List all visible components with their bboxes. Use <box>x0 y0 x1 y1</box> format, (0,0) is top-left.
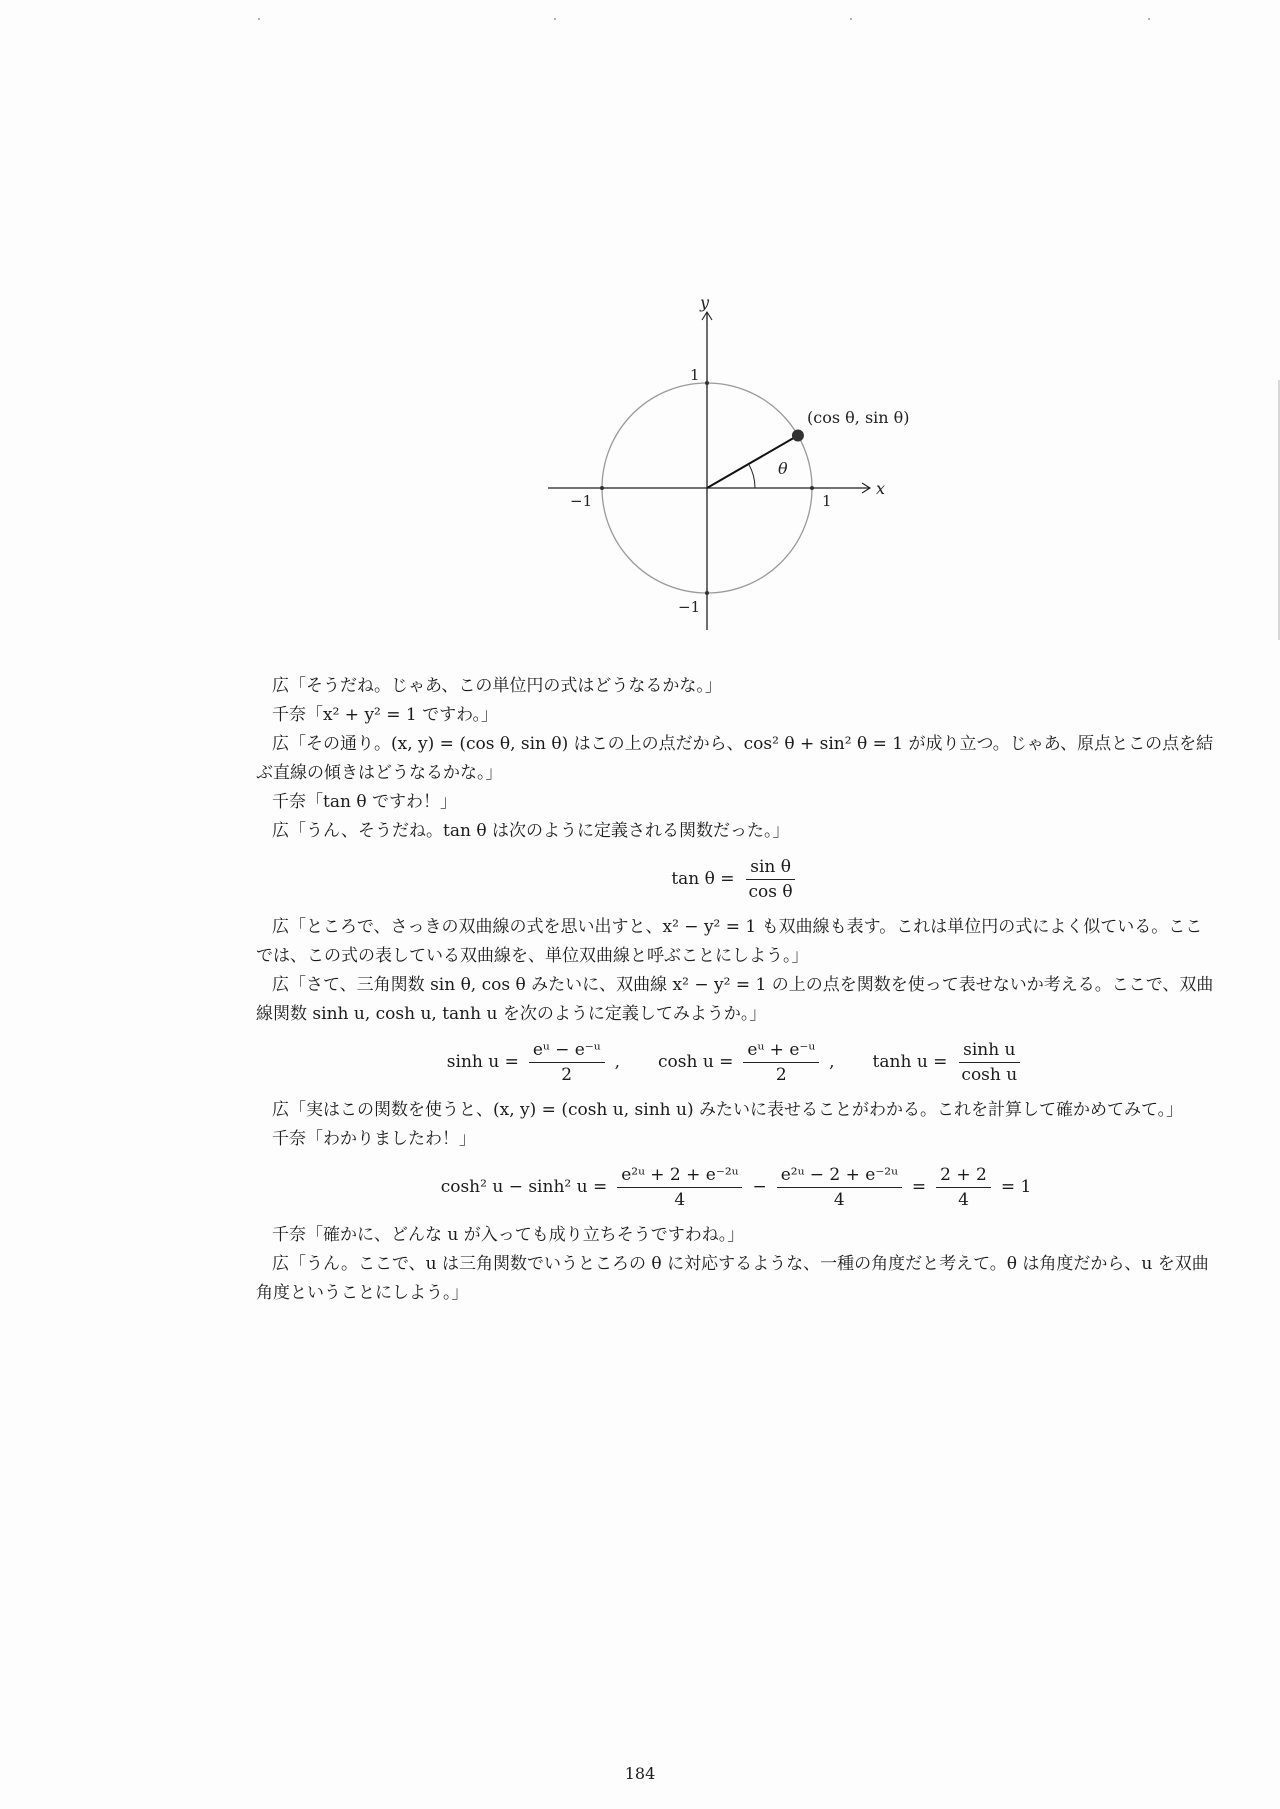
dialogue-line <box>256 817 1216 846</box>
dialogue-line <box>256 701 1216 730</box>
eq-identity-f3-numerator: 2 + 2 <box>936 1164 991 1188</box>
eq-identity-f2-numerator: e²ᵘ − 2 + e⁻²ᵘ <box>777 1164 902 1188</box>
eq-cosh-fraction <box>743 1039 819 1086</box>
speech-text: 「実はこの関数を使うと、(x, y) = (cosh u, sinh u) みたいに表せることがわかる。これを計算して確かめてみて。」 <box>289 1100 1184 1120</box>
speaker-name: 広 <box>272 1254 289 1274</box>
speaker-name: 広 <box>272 821 289 841</box>
equation-identity <box>256 1164 1216 1211</box>
eq-tanh-fraction <box>957 1039 1021 1086</box>
eq-cosh-denominator: 2 <box>775 1065 787 1085</box>
eq-tanh-lhs: tanh u = <box>872 1052 948 1072</box>
tick-label-x-neg: −1 <box>570 492 593 510</box>
speech-text: 「tan θ ですわ！」 <box>306 792 457 812</box>
dialogue-body <box>256 672 1216 1308</box>
dialogue-line <box>256 1250 1216 1308</box>
eq-identity-fraction-2 <box>777 1164 902 1211</box>
tick-dot-y-pos <box>705 381 709 385</box>
dialogue-block-2 <box>256 913 1216 1029</box>
speaker-name: 広 <box>272 676 289 696</box>
eq-identity-equals: = <box>911 1177 927 1197</box>
point-label: (cos θ, sin θ) <box>807 408 910 427</box>
dialogue-line <box>256 788 1216 817</box>
point-on-circle <box>792 430 804 442</box>
tick-dot-x-neg <box>600 486 604 490</box>
eq-identity-lhs: cosh² u − sinh² u = <box>440 1177 608 1197</box>
dialogue-line <box>256 730 1216 788</box>
scan-mark <box>850 18 852 20</box>
speech-text: 「うん。ここで、u は三角関数でいうところの θ に対応するような、一種の角度だと考えて。θ は角度だから、u を双曲角度ということにしよう。」 <box>256 1254 1209 1303</box>
scan-mark <box>554 18 556 20</box>
eq-tanh-numerator: sinh u <box>959 1039 1019 1063</box>
angle-arc <box>749 464 755 488</box>
eq-tan-numerator: sin θ <box>746 856 795 880</box>
tick-label-y-neg: −1 <box>678 598 701 616</box>
page-number: 184 <box>624 1764 656 1783</box>
equation-hyperbolic-defs <box>256 1039 1216 1086</box>
unit-circle-figure <box>530 290 930 650</box>
unit-circle-svg <box>530 290 930 650</box>
angle-label: θ <box>778 459 788 478</box>
speech-text: 「わかりましたわ！」 <box>306 1129 476 1149</box>
eq-identity-f1-numerator: e²ᵘ + 2 + e⁻²ᵘ <box>617 1164 742 1188</box>
tick-dot-x-pos <box>810 486 814 490</box>
tick-label-y-pos: 1 <box>690 366 700 384</box>
dialogue-line <box>256 913 1216 971</box>
scan-mark <box>1148 18 1150 20</box>
eq-sinh-denominator: 2 <box>561 1065 573 1085</box>
scan-mark <box>258 18 260 20</box>
x-axis-label: x <box>876 479 886 498</box>
eq-identity-fraction-3 <box>936 1164 991 1211</box>
eq-sinh-numerator: eᵘ − e⁻ᵘ <box>529 1039 605 1063</box>
speech-text: 「うん、そうだね。tan θ は次のように定義される関数だった。」 <box>289 821 790 841</box>
eq-comma: , <box>614 1052 620 1072</box>
eq-cosh-lhs: cosh u = <box>657 1052 734 1072</box>
speaker-name: 千奈 <box>272 705 306 725</box>
speaker-name: 広 <box>272 975 289 995</box>
speaker-name: 千奈 <box>272 792 306 812</box>
eq-identity-minus: − <box>752 1177 767 1197</box>
eq-tan-lhs: tan θ = <box>671 869 735 889</box>
y-axis-label: y <box>700 293 710 312</box>
eq-tan-fraction <box>745 856 797 903</box>
speech-text: 「x² + y² = 1 ですわ。」 <box>306 705 498 725</box>
dialogue-block-3 <box>256 1096 1216 1154</box>
dialogue-line <box>256 1221 1216 1250</box>
eq-identity-fraction-1 <box>617 1164 742 1211</box>
eq-tan-denominator: cos θ <box>748 882 793 902</box>
speaker-name: 千奈 <box>272 1225 306 1245</box>
dialogue-line <box>256 1096 1216 1125</box>
speech-text: 「その通り。(x, y) = (cos θ, sin θ) はこの上の点だから、cos² θ + sin² θ = 1 が成り立つ。じゃあ、原点とこの点を結ぶ直線の傾きはどうなるかな。」 <box>256 734 1214 783</box>
eq-sinh-lhs: sinh u = <box>446 1052 519 1072</box>
eq-comma: , <box>829 1052 835 1072</box>
eq-identity-f1-denominator: 4 <box>674 1190 686 1210</box>
tick-label-x-pos: 1 <box>822 492 832 510</box>
equation-tan <box>256 856 1216 903</box>
eq-cosh-numerator: eᵘ + e⁻ᵘ <box>743 1039 819 1063</box>
dialogue-block-1 <box>256 672 1216 846</box>
eq-identity-f3-denominator: 4 <box>958 1190 969 1210</box>
eq-sinh-fraction <box>529 1039 605 1086</box>
speech-text: 「そうだね。じゃあ、この単位円の式はどうなるかな。」 <box>289 676 722 696</box>
speaker-name: 広 <box>272 917 289 937</box>
speech-text: 「確かに、どんな u が入っても成り立ちそうですわね。」 <box>306 1225 745 1245</box>
dialogue-block-4 <box>256 1221 1216 1308</box>
speech-text: 「さて、三角関数 sin θ, cos θ みたいに、双曲線 x² − y² = 1 の上の点を関数を使って表せないか考える。ここで、双曲線関数 sinh u, cosh u, tanh u を次のように定義してみようか。」 <box>256 975 1214 1024</box>
dialogue-line <box>256 672 1216 701</box>
speech-text: 「ところで、さっきの双曲線の式を思い出すと、x² − y² = 1 も双曲線も表す。これは単位円の式によく似ている。ここでは、この式の表している双曲線を、単位双曲線と呼ぶことにしよう。」 <box>256 917 1203 966</box>
speaker-name: 広 <box>272 734 289 754</box>
speaker-name: 千奈 <box>272 1129 306 1149</box>
dialogue-line <box>256 971 1216 1029</box>
tick-dot-y-neg <box>705 591 709 595</box>
eq-tanh-denominator: cosh u <box>961 1065 1018 1085</box>
dialogue-line <box>256 1125 1216 1154</box>
eq-identity-f2-denominator: 4 <box>833 1190 845 1210</box>
speaker-name: 広 <box>272 1100 289 1120</box>
eq-identity-rhs: = 1 <box>1000 1177 1032 1197</box>
